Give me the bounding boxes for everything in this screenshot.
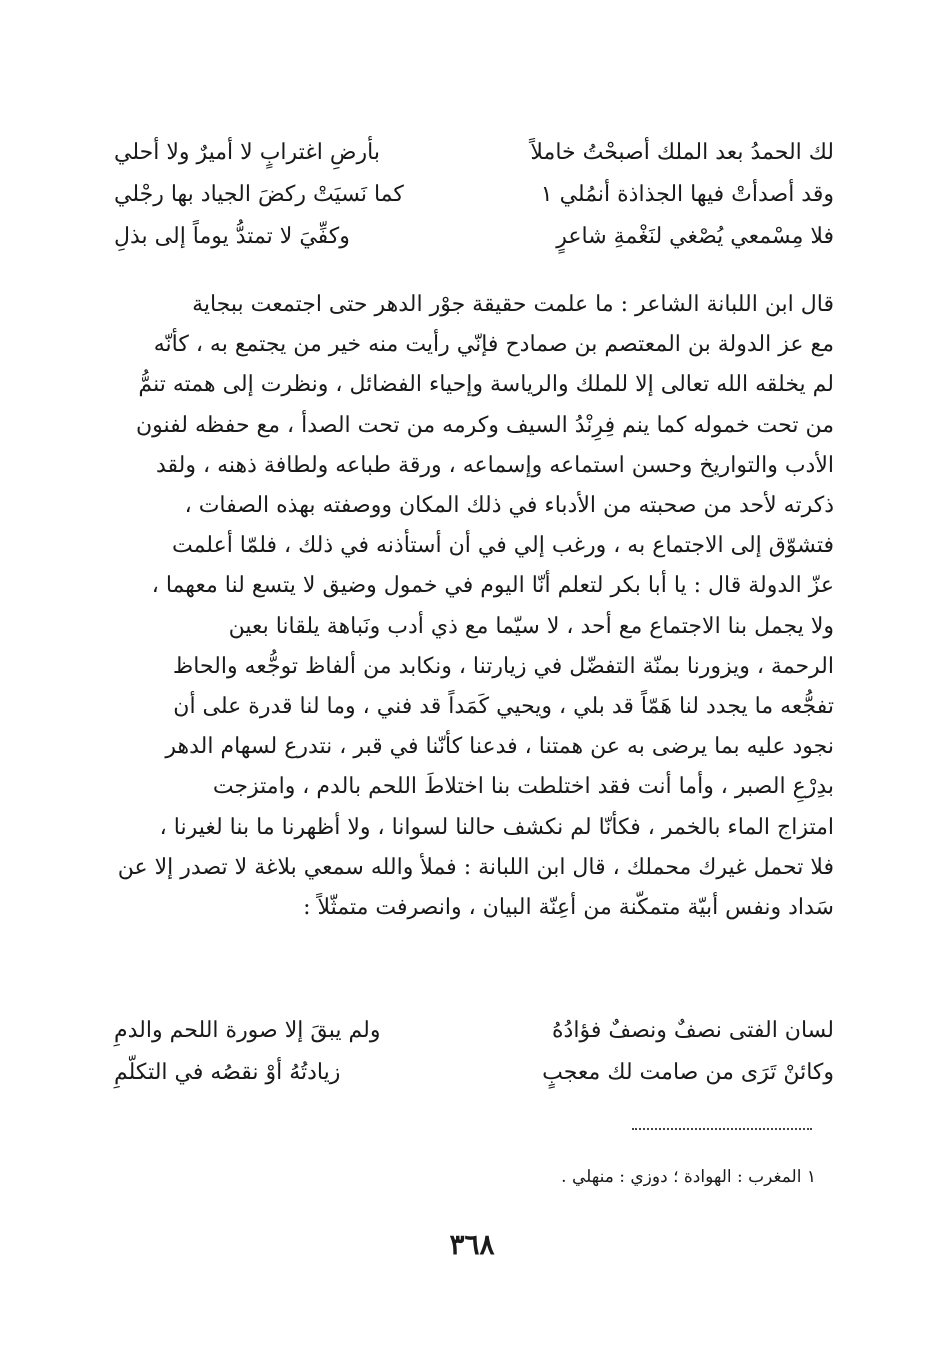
- verse-first-hemistich: وكائنْ تَرَى من صامت لك معجبٍ: [542, 1060, 834, 1085]
- page-number: ٣٦٨: [449, 1228, 495, 1261]
- verse-first-hemistich: لسان الفتى نصفٌ ونصفٌ فؤادُهُ: [552, 1018, 834, 1043]
- prose-line: ولا يجمل بنا الاجتماع مع أحد ، لا سيّما مع ذي أدب ونَباهة يلقانا بعين: [228, 613, 834, 639]
- prose-line: ذكرته لأحد من صحبته من الأدباء في ذلك المكان ووصفته بهذه الصفات ،: [184, 493, 834, 519]
- prose-line: تفجُّعه ما يجدد لنا هَمّاً قد بلي ، ويحيي كَمَداً قد فني ، وما لنا قدرة على أن: [173, 694, 834, 720]
- footnote: ١ المغرب : الهوادة ؛ دوزي : منهلي .: [561, 1167, 816, 1187]
- prose-line: الرحمة ، ويزورنا بمنّة التفضّل في زيارتنا ، ونكابد من ألفاظ توجُّعه والحاظ: [172, 653, 834, 679]
- verse-second-hemistich: زيادتُهُ أوْ نقصُه في التكلّمِ: [114, 1060, 341, 1085]
- prose-line: فلا تحمل غيرك محملك ، قال ابن اللبانة : فملأ والله سمعي بلاغة لا تصدر إلا عن: [117, 854, 834, 880]
- prose-line: فتشوّق إلى الاجتماع به ، ورغب إلي في أن أستأذنه في ذلك ، فلمّا أعلمت: [171, 533, 834, 559]
- footnote-divider: [632, 1128, 812, 1130]
- poem-top: [114, 132, 834, 258]
- verse-first-hemistich: لك الحمدُ بعد الملك أصبحْتُ خاملاً: [530, 140, 834, 165]
- poem-bottom: [114, 1010, 834, 1094]
- verse-line: [114, 174, 834, 216]
- verse-first-hemistich: فلا مِسْمعي يُصْغي لنَغْمةِ شاعرٍ: [556, 224, 834, 249]
- prose-line: قال ابن اللبانة الشاعر : ما علمت حقيقة جوْر الدهر حتى اجتمعت ببجاية: [192, 292, 834, 317]
- prose-line: عزّ الدولة قال : يا أبا بكر لتعلم أنّا اليوم في خمول وضيق لا يتسع لنا معهما ،: [151, 573, 834, 599]
- verse-line: [114, 1010, 834, 1052]
- verse-second-hemistich: وكفِّيَ لا تمتدُّ يوماً إلى بذلِ: [114, 224, 350, 249]
- verse-line: [114, 132, 834, 174]
- prose-paragraph: [114, 285, 834, 928]
- verse-second-hemistich: بأرضِ اغترابٍ لا أميرٌ ولا أحلي: [114, 140, 380, 165]
- verse-line: [114, 216, 834, 258]
- prose-line: بدِرْعِ الصبر ، وأما أنت فقد اختلطت بنا اختلاطَ اللحم بالدم ، وامتزجت: [212, 774, 834, 800]
- prose-line: سَداد ونفس أبيّة متمكّنة من أعِنّة البيان ، وانصرفت متمثّلاً :: [303, 895, 834, 921]
- verse-second-hemistich: كما نَسيَتْ ركضَ الجياد بها رجْلي: [114, 182, 404, 207]
- prose-line: مع عز الدولة بن المعتصم بن صمادح فإنّي رأيت منه خير من يجتمع به ، كأنّه: [153, 332, 834, 358]
- verse-second-hemistich: ولم يبقَ إلا صورة اللحم والدمِ: [114, 1018, 381, 1043]
- prose-line: نجود عليه بما يرضى به عن همتنا ، فدعنا كأنّنا في قبر ، نتدرع لسهام الدهر: [165, 734, 834, 760]
- prose-line: لم يخلقه الله تعالى إلا للملك والرياسة وإحياء الفضائل ، ونظرت إلى همته تنمُّ: [138, 372, 834, 398]
- prose-line: الأدب والتواريخ وحسن استماعه وإسماعه ، ورقة طباعه ولطافة ذهنه ، ولقد: [156, 452, 834, 478]
- prose-line: من تحت خموله كما ينم فِرِنْدُ السيف وكرمه من تحت الصدأ ، مع حفظه لفنون: [135, 412, 834, 438]
- prose-line: امتزاج الماء بالخمر ، فكأنّا لم نكشف حالنا لسوانا ، ولا أظهرنا ما بنا لغيرنا ،: [159, 814, 834, 840]
- verse-line: [114, 1052, 834, 1094]
- verse-first-hemistich: وقد أصدأتْ فيها الجذاذة أنمُلي ١: [540, 182, 834, 207]
